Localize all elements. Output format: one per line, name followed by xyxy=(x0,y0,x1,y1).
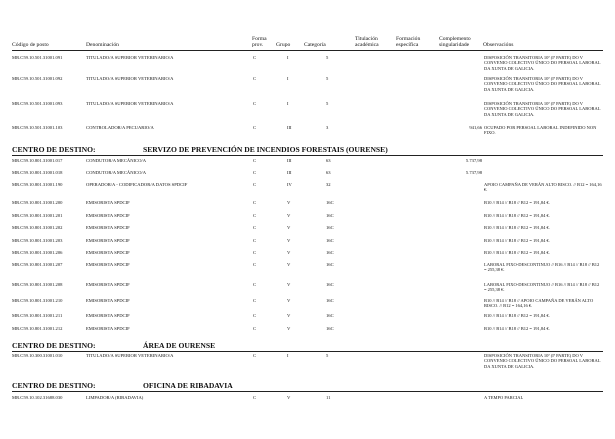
observacions-cell: APOIO CAMPAÑA DE VERÁN ALTO RISCO. // B12 = 164,16 €. xyxy=(484,182,602,193)
denominacion-cell: TITULADO/A SUPERIOR VETERINARIO/A xyxy=(86,76,174,81)
observacions-cell: B10 // B14 // B18 // B12 = 191,84 €. xyxy=(484,313,550,318)
grupo-cell: III xyxy=(287,170,292,175)
observacions-cell: B10 // B14 // B18 // B12 = 191,84 €. xyxy=(484,200,550,205)
grupo-cell: V xyxy=(287,238,291,243)
forma-prov-cell: C xyxy=(253,298,257,303)
section-rule xyxy=(12,391,603,392)
grupo-cell: I xyxy=(287,55,289,60)
denominacion-cell: CONTROLADOR/A PECUARIO/A xyxy=(86,125,154,130)
forma-prov-cell: C xyxy=(253,313,257,318)
code-cell: MR.C59.10.501.31001.093 xyxy=(12,101,63,106)
denominacion-cell: TITULADO/A SUPERIOR VETERINARIO/A xyxy=(86,101,174,106)
grupo-cell: I xyxy=(287,353,289,358)
forma-prov-cell: C xyxy=(253,238,257,243)
section-name: SERVIZO DE PREVENCIÓN DE INCENDIOS FORESTAIS (OURENSE) xyxy=(143,145,388,154)
categoria-cell: 32 xyxy=(326,182,331,187)
code-cell: MR.C59.10.801.31001.210 xyxy=(12,298,63,303)
grupo-cell: III xyxy=(287,158,292,163)
categoria-cell: 11 xyxy=(326,395,331,400)
observacions-cell: LABORAL FIXO-DESCONTINUO // B16 // B14 // B18 // B12 = 255,38 €. xyxy=(484,262,600,273)
header-forma-prov: Forma prov. xyxy=(252,36,267,49)
observacions-cell: B10 // B14 // B18 // B12 = 191,84 €. xyxy=(484,213,550,218)
categoria-cell: 5 xyxy=(326,76,329,81)
categoria-cell: 16C xyxy=(326,326,334,331)
denominacion-cell: EMISORISTA SPDCIF xyxy=(86,262,130,267)
observacions-cell: B10 // B14 // B18 // B12 = 191,84 €. xyxy=(484,238,550,243)
grupo-cell: V xyxy=(287,262,291,267)
code-cell: MR.C59.10.801.31001.206 xyxy=(12,250,63,255)
observacions-cell: B10 // B14 // B18 // B12 = 191,84 €. xyxy=(484,326,550,331)
categoria-cell: 63 xyxy=(326,170,331,175)
grupo-cell: V xyxy=(287,250,291,255)
categoria-cell: 16C xyxy=(326,313,334,318)
categoria-cell: 16C xyxy=(326,200,334,205)
denominacion-cell: LIMPADOR/A (RIBADAVIA) xyxy=(86,395,144,400)
grupo-cell: I xyxy=(287,76,289,81)
forma-prov-cell: C xyxy=(253,158,257,163)
denominacion-cell: EMISORISTA SPDCIF xyxy=(86,238,130,243)
grupo-cell: I xyxy=(287,101,289,106)
grupo-cell: V xyxy=(287,200,291,205)
observacions-cell: DISPOSICIÓN TRANSITORIA 10ª (Iª PARTE) DO V CONVENIO COLECTIVO ÚNICO DO PERSOAL LABORAL DA XUNTA DE GALICIA. xyxy=(484,353,601,369)
categoria-cell: 5 xyxy=(326,101,329,106)
complemento-cell: 5.737,98 xyxy=(465,158,482,163)
categoria-cell: 16C xyxy=(326,298,334,303)
forma-prov-cell: C xyxy=(253,101,257,106)
observacions-cell: DISPOSICIÓN TRANSITORIA 10ª (Iª PARTE) DO V CONVENIO COLECTIVO ÚNICO DO PERSOAL LABORAL DA XUNTA DE GALICIA. xyxy=(484,55,601,71)
observacions-cell: DISPOSICIÓN TRANSITORIA 10ª (Iª PARTE) DO V CONVENIO COLECTIVO ÚNICO DO PERSOAL LABORAL DA XUNTA DE GALICIA. xyxy=(484,101,601,117)
categoria-cell: 5 xyxy=(326,55,329,60)
forma-prov-cell: C xyxy=(253,225,257,230)
forma-prov-cell: C xyxy=(253,55,257,60)
section-label: CENTRO DE DESTINO: xyxy=(12,381,96,390)
code-cell: MR.C59.10.801.31001.017 xyxy=(12,158,63,163)
forma-prov-cell: C xyxy=(253,170,257,175)
categoria-cell: 16C xyxy=(326,225,334,230)
observacions-cell: B10 // B14 // B18 // B12 = 191,84 €. xyxy=(484,250,550,255)
code-cell: MR.C59.10.801.31001.202 xyxy=(12,225,63,230)
observacions-cell: DISPOSICIÓN TRANSITORIA 10ª (Iª PARTE) DO V CONVENIO COLECTIVO ÚNICO DO PERSOAL LABORAL DA XUNTA DE GALICIA. xyxy=(484,76,601,92)
code-cell: MR.C59.10.801.31001.211 xyxy=(12,313,63,318)
denominacion-cell: EMISORISTA SPDCIF xyxy=(86,250,130,255)
code-cell: MR.C59.10.801.31001.200 xyxy=(12,200,63,205)
section-label: CENTRO DE DESTINO: xyxy=(12,341,96,350)
forma-prov-cell: C xyxy=(253,326,257,331)
observacions-cell: B10 // B14 // B18 // APOIO CAMPAÑA DE VERÁN ALTO RISCO. // B12 = 164,16 €. xyxy=(484,298,594,309)
section-name: ÁREA DE OURENSE xyxy=(143,341,216,350)
section-rule xyxy=(12,351,603,352)
section-name: OFICINA DE RIBADAVIA xyxy=(143,381,233,390)
code-cell: MR.C59.10.501.31001.092 xyxy=(12,76,63,81)
header-codigo: Código de posto xyxy=(12,42,49,48)
observacions-cell: LABORAL FIXO-DESCONTINUO // B16 // B14 // B18 // B12 = 255,38 €. xyxy=(484,282,600,293)
forma-prov-cell: C xyxy=(253,353,257,358)
grupo-cell: V xyxy=(287,298,291,303)
denominacion-cell: EMISORISTA SPDCIF xyxy=(86,326,130,331)
grupo-cell: V xyxy=(287,213,291,218)
code-cell: MR.C59.10.501.31001.103 xyxy=(12,125,63,130)
code-cell: MR.C59.10.501.31001.091 xyxy=(12,55,63,60)
forma-prov-cell: C xyxy=(253,250,257,255)
denominacion-cell: TITULADO/A SUPERIOR VETERINARIO/A xyxy=(86,55,174,60)
grupo-cell: V xyxy=(287,225,291,230)
categoria-cell: 5 xyxy=(326,353,329,358)
categoria-cell: 16C xyxy=(326,250,334,255)
denominacion-cell: EMISORISTA SPDCIF xyxy=(86,225,130,230)
section-rule xyxy=(12,155,603,156)
forma-prov-cell: C xyxy=(253,182,257,187)
observacions-cell: B10 // B14 // B18 // B12 = 191,84 €. xyxy=(484,225,550,230)
denominacion-cell: CONDUTOR/A MECÁNICO/A xyxy=(86,158,147,163)
complemento-cell: 941,66 xyxy=(469,125,482,130)
forma-prov-cell: C xyxy=(253,200,257,205)
code-cell: MR.C59.10.801.31001.190 xyxy=(12,182,63,187)
denominacion-cell: EMISORISTA SPDCIF xyxy=(86,313,130,318)
code-cell: MR.C59.10.102.31688.030 xyxy=(12,395,63,400)
forma-prov-cell: C xyxy=(253,213,257,218)
forma-prov-cell: C xyxy=(253,282,257,287)
categoria-cell: 16C xyxy=(326,213,334,218)
header-observacions: Observacións xyxy=(483,42,514,48)
header-formacion: Formación específica xyxy=(396,36,421,49)
forma-prov-cell: C xyxy=(253,395,257,400)
categoria-cell: 3 xyxy=(326,125,329,130)
header-complemento: Complemento singularidade xyxy=(439,36,471,49)
forma-prov-cell: C xyxy=(253,262,257,267)
denominacion-cell: EMISORISTA SPDCIF xyxy=(86,200,130,205)
grupo-cell: IV xyxy=(287,182,292,187)
header-grupo: Grupo xyxy=(276,42,291,48)
observacions-cell: OCUPADO POR PERSOAL LABORAL INDEFINIDO NON FIXO. xyxy=(484,125,597,136)
denominacion-cell: EMISORISTA SPDCIF xyxy=(86,282,130,287)
header-titulacion: Titulación académica xyxy=(355,36,379,49)
code-cell: MR.C59.10.801.31001.208 xyxy=(12,282,63,287)
code-cell: MR.C59.10.801.31001.207 xyxy=(12,262,63,267)
code-cell: MR.C59.10.801.31001.203 xyxy=(12,238,63,243)
code-cell: MR.C59.10.801.31001.212 xyxy=(12,326,63,331)
denominacion-cell: TITULADO/A SUPERIOR VETERINARIO/A xyxy=(86,353,174,358)
categoria-cell: 16C xyxy=(326,238,334,243)
header-categoria: Categoría xyxy=(304,42,326,48)
grupo-cell: V xyxy=(287,282,291,287)
header-rule xyxy=(12,50,603,51)
code-cell: MR.C59.10.300.31001.010 xyxy=(12,353,63,358)
denominacion-cell: OPERADOR/A - CODIFICADOR/A DATOS SPDCIF xyxy=(86,182,188,187)
categoria-cell: 16C xyxy=(326,282,334,287)
header-denominacion: Denominación xyxy=(86,42,119,48)
denominacion-cell: EMISORISTA SPDCIF xyxy=(86,213,130,218)
section-label: CENTRO DE DESTINO: xyxy=(12,145,96,154)
grupo-cell: III xyxy=(287,125,292,130)
grupo-cell: V xyxy=(287,395,291,400)
categoria-cell: 63 xyxy=(326,158,331,163)
complemento-cell: 5.737,98 xyxy=(465,170,482,175)
forma-prov-cell: C xyxy=(253,76,257,81)
observacions-cell: A TEMPO PARCIAL xyxy=(484,395,524,400)
categoria-cell: 16C xyxy=(326,262,334,267)
grupo-cell: V xyxy=(287,313,291,318)
code-cell: MR.C59.10.801.31001.201 xyxy=(12,213,63,218)
forma-prov-cell: C xyxy=(253,125,257,130)
denominacion-cell: CONDUTOR/A MECÁNICO/A xyxy=(86,170,147,175)
denominacion-cell: EMISORISTA SPDCIF xyxy=(86,298,130,303)
code-cell: MR.C59.10.801.31001.018 xyxy=(12,170,63,175)
grupo-cell: V xyxy=(287,326,291,331)
